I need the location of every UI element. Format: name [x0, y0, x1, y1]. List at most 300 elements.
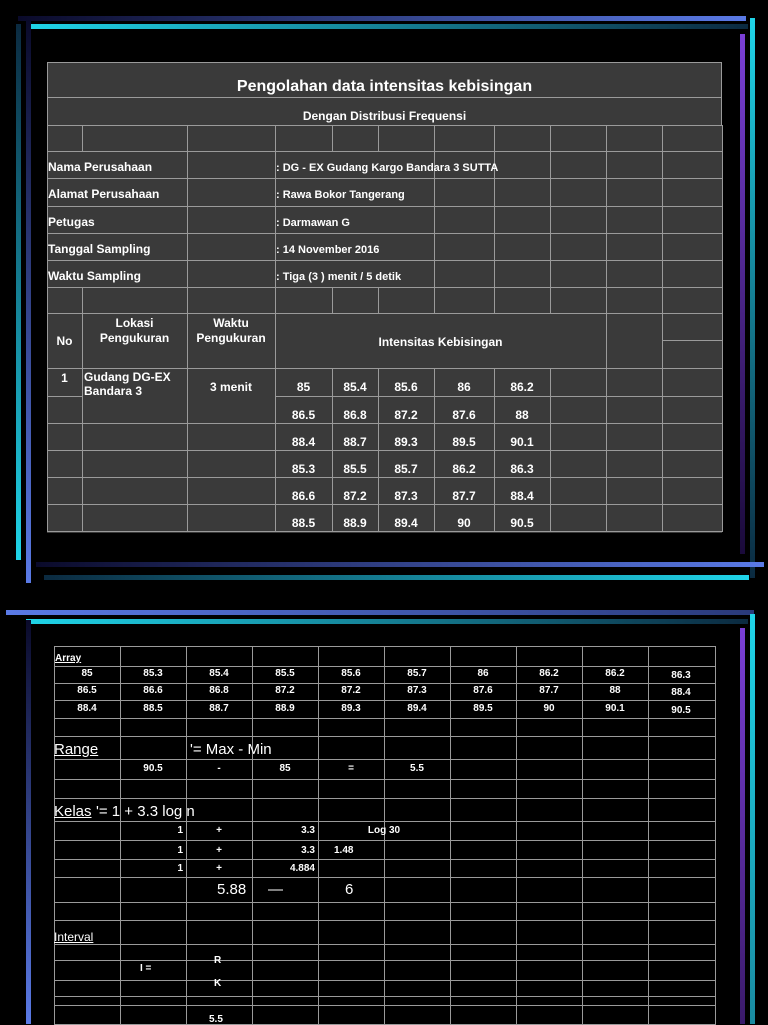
grid-cell [318, 798, 385, 822]
info-label: Tanggal Sampling [48, 242, 151, 256]
grid-cell [662, 504, 723, 532]
grid-cell [550, 178, 607, 207]
array-value: 86.6 [143, 685, 163, 696]
grid-cell [606, 206, 663, 234]
grid-cell [606, 178, 663, 207]
grid-cell [434, 260, 495, 288]
kelas-value: 4.884 [289, 863, 315, 874]
grid-cell [550, 423, 607, 451]
kelas-formula: '= 1 + 3.3 log n [96, 803, 195, 820]
intensity-value: 86.8 [343, 408, 367, 422]
grid-cell [648, 1005, 716, 1025]
range-result: 5.5 [410, 763, 424, 774]
array-value: 89.3 [341, 703, 361, 714]
grid-cell [606, 260, 663, 288]
intensity-value: 90.5 [510, 516, 534, 530]
header-lokasi: Lokasi [115, 316, 154, 330]
grid-cell [550, 396, 607, 424]
grid-cell [384, 920, 451, 945]
grid-cell [378, 125, 435, 152]
grid-cell [516, 779, 583, 799]
grid-cell [384, 1005, 451, 1025]
grid-cell [47, 423, 83, 451]
grid-cell [54, 779, 121, 799]
grid-cell [318, 736, 385, 760]
intensity-value: 87.6 [452, 408, 476, 422]
kelas-value: 1.48 [334, 845, 354, 856]
grid-cell [450, 798, 517, 822]
intensity-value: 85 [296, 380, 311, 394]
grid-cell [384, 840, 451, 860]
grid-cell [582, 1005, 649, 1025]
grid-cell [252, 718, 319, 737]
intensity-value: 88.5 [291, 516, 316, 530]
grid-cell [47, 287, 83, 314]
row-lokasi: Gudang DG-EX [84, 370, 171, 384]
array-value: 85.6 [341, 668, 361, 679]
grid-cell [384, 980, 451, 997]
grid-cell [582, 902, 649, 921]
grid-cell [662, 233, 723, 261]
grid-cell [662, 477, 723, 505]
grid-cell [54, 821, 121, 841]
grid-cell [662, 313, 723, 341]
grid-cell [120, 960, 187, 997]
intensity-value: 85.4 [343, 380, 367, 394]
grid-cell [582, 718, 649, 737]
grid-cell [252, 1005, 319, 1025]
noise-data-table [47, 62, 722, 533]
kelas-value: + [216, 863, 222, 874]
intensity-value: 89.5 [452, 435, 476, 449]
grid-cell [606, 423, 663, 451]
grid-cell [494, 260, 551, 288]
grid-cell [450, 980, 517, 997]
info-value: : Darmawan G [276, 217, 350, 229]
grid-cell [516, 859, 583, 878]
intensity-value: 88.4 [510, 489, 534, 503]
array-value: 86 [477, 668, 489, 679]
grid-cell [582, 840, 649, 860]
interval-r: R [214, 955, 222, 966]
kelas-rounded: 6 [345, 881, 354, 898]
grid-cell [47, 504, 83, 532]
grid-cell [494, 206, 551, 234]
grid-cell [582, 960, 649, 981]
grid-cell [648, 759, 716, 780]
intensity-value: 85.3 [291, 462, 316, 476]
range-min: 85 [279, 763, 291, 774]
array-value: 85.4 [209, 668, 229, 679]
grid-cell [494, 178, 551, 207]
page-title: Pengolahan data intensitas kebisingan [236, 78, 533, 95]
grid-cell [516, 877, 583, 903]
array-value: 85.5 [275, 668, 295, 679]
grid-cell [384, 779, 451, 799]
grid-cell [252, 980, 319, 997]
range-eq: = [348, 763, 354, 774]
grid-cell [606, 477, 663, 505]
row-no: 1 [61, 371, 68, 385]
grid-cell [47, 396, 83, 424]
array-label: Array [55, 653, 82, 664]
grid-cell [120, 718, 187, 737]
grid-cell [187, 368, 276, 424]
grid-cell [384, 859, 451, 878]
grid-cell [54, 980, 121, 997]
header-waktu: Pengukuran [196, 331, 266, 345]
grid-cell [648, 736, 716, 760]
grid-cell [47, 477, 83, 505]
info-value: : DG - EX Gudang Kargo Bandara 3 SUTTA [276, 162, 499, 174]
array-value: 89.5 [473, 703, 493, 714]
grid-cell [82, 125, 188, 152]
grid-cell [120, 1005, 187, 1025]
row-waktu: 3 menit [209, 380, 252, 394]
interval-value: 5.5 [209, 1014, 223, 1025]
grid-cell [582, 798, 649, 822]
frequency-calc-table [54, 646, 715, 1024]
grid-cell [252, 877, 319, 903]
info-label: Petugas [48, 215, 95, 229]
grid-cell [120, 646, 187, 667]
grid-cell [450, 902, 517, 921]
array-value: 86.5 [77, 685, 97, 696]
kelas-value: Log 30 [367, 825, 401, 836]
grid-cell [516, 920, 583, 945]
grid-cell [662, 260, 723, 288]
grid-cell [186, 902, 253, 921]
grid-cell [606, 313, 663, 369]
grid-cell [318, 646, 385, 667]
grid-cell [582, 736, 649, 760]
s2-right-bar-cyan [750, 614, 755, 1024]
grid-cell [252, 779, 319, 799]
grid-cell [54, 960, 121, 981]
grid-cell [606, 504, 663, 532]
grid-cell [384, 718, 451, 737]
grid-cell [516, 736, 583, 760]
s2-left-bar-blue [26, 620, 31, 1024]
intensity-value: 87.7 [452, 489, 476, 503]
array-value: 87.7 [539, 685, 559, 696]
kelas-value: 1 [177, 845, 183, 856]
grid-cell [450, 944, 517, 961]
grid-cell [187, 260, 276, 288]
info-label: Nama Perusahaan [48, 160, 153, 174]
left-bar-blue [26, 20, 31, 583]
grid-cell [662, 206, 723, 234]
array-value: 90 [543, 703, 555, 714]
grid-cell [186, 798, 253, 822]
array-value: 88.4 [77, 703, 97, 714]
grid-cell [187, 233, 276, 261]
grid-cell [120, 902, 187, 921]
grid-cell [582, 779, 649, 799]
grid-cell [662, 423, 723, 451]
grid-cell [120, 944, 187, 961]
grid-cell [318, 718, 385, 737]
grid-cell [120, 779, 187, 799]
intensity-value: 86.6 [291, 489, 316, 503]
grid-cell [494, 151, 551, 179]
grid-cell [494, 125, 551, 152]
intensity-value: 86.2 [452, 462, 476, 476]
grid-cell [494, 233, 551, 261]
intensity-value: 87.2 [343, 489, 367, 503]
array-value: 90.1 [605, 703, 625, 714]
grid-cell [318, 944, 385, 961]
left-bar-cyan [16, 24, 21, 560]
header-no: No [56, 334, 73, 348]
grid-cell [252, 646, 319, 667]
kelas-value: + [216, 845, 222, 856]
grid-cell [450, 960, 517, 981]
grid-cell [47, 450, 83, 478]
grid-cell [47, 125, 83, 152]
intensity-value: 88.9 [343, 516, 367, 530]
intensity-value: 88.7 [343, 435, 367, 449]
grid-cell [648, 646, 716, 667]
array-value: 89.4 [407, 703, 427, 714]
grid-cell [186, 718, 253, 737]
grid-cell [187, 477, 276, 505]
grid-cell [318, 902, 385, 921]
grid-cell [187, 125, 276, 152]
intensity-value: 87.3 [394, 489, 418, 503]
grid-cell [434, 125, 495, 152]
grid-cell [187, 504, 276, 532]
array-value: 87.2 [341, 685, 361, 696]
kelas-approx: — [268, 881, 283, 898]
grid-cell [516, 821, 583, 841]
range-label: Range [54, 741, 99, 758]
grid-cell [187, 151, 276, 179]
header-waktu: Waktu [213, 316, 249, 330]
intensity-value: 85.5 [343, 462, 367, 476]
array-value: 87.2 [275, 685, 295, 696]
grid-cell [54, 840, 121, 860]
grid-cell [648, 902, 716, 921]
grid-cell [82, 287, 188, 314]
s2-right-bar-purple [740, 628, 745, 1024]
grid-cell [450, 779, 517, 799]
grid-cell [252, 960, 319, 981]
right-bar-cyan [750, 18, 755, 578]
intensity-value: 87.2 [394, 408, 418, 422]
grid-cell [187, 450, 276, 478]
grid-cell [662, 450, 723, 478]
grid-cell [450, 759, 517, 780]
header-intensitas: Intensitas Kebisingan [378, 335, 503, 349]
grid-cell [450, 736, 517, 760]
grid-cell [384, 877, 451, 903]
grid-cell [648, 944, 716, 961]
grid-cell [434, 233, 495, 261]
intensity-value: 86.3 [510, 462, 534, 476]
grid-cell [450, 718, 517, 737]
intensity-value: 89.3 [394, 435, 418, 449]
intensity-value: 85.6 [394, 380, 418, 394]
grid-cell [187, 206, 276, 234]
grid-cell [434, 206, 495, 234]
grid-cell [550, 233, 607, 261]
row-lokasi: Bandara 3 [84, 384, 143, 398]
array-value: 85.3 [143, 668, 163, 679]
grid-cell [606, 125, 663, 152]
grid-cell [318, 859, 385, 878]
info-label: Alamat Perusahaan [48, 187, 160, 201]
grid-cell [648, 877, 716, 903]
grid-cell [187, 287, 276, 314]
array-value: 86.2 [605, 668, 625, 679]
grid-cell [275, 287, 333, 314]
grid-cell [54, 718, 121, 737]
grid-cell [648, 798, 716, 822]
grid-cell [516, 718, 583, 737]
grid-cell [516, 1005, 583, 1025]
grid-cell [82, 423, 188, 451]
kelas-value: 1 [177, 825, 183, 836]
array-value: 88.9 [275, 703, 295, 714]
intensity-value: 88 [515, 408, 529, 422]
intensity-value: 86.5 [291, 408, 316, 422]
grid-cell [516, 646, 583, 667]
grid-cell [582, 859, 649, 878]
interval-k: K [214, 978, 222, 989]
intensity-value: 90 [457, 516, 471, 530]
grid-cell [516, 960, 583, 981]
grid-cell [648, 859, 716, 878]
grid-cell [550, 450, 607, 478]
grid-cell [187, 423, 276, 451]
info-label: Waktu Sampling [48, 269, 141, 283]
bottom-bar-blue [36, 562, 764, 567]
grid-cell [550, 206, 607, 234]
grid-cell [606, 287, 663, 314]
grid-cell [450, 821, 517, 841]
grid-cell [384, 646, 451, 667]
grid-cell [54, 944, 121, 961]
grid-cell [54, 877, 121, 903]
grid-cell [384, 944, 451, 961]
grid-cell [384, 736, 451, 760]
bottom-bar-cyan [44, 575, 749, 580]
array-value: 87.6 [473, 685, 493, 696]
grid-cell [450, 646, 517, 667]
subtitle: Dengan Distribusi Frequensi [302, 109, 467, 123]
grid-cell [378, 287, 435, 314]
grid-cell [186, 920, 253, 945]
grid-cell [82, 504, 188, 532]
grid-cell [606, 368, 663, 397]
array-value: 88.4 [671, 687, 691, 698]
grid-cell [648, 840, 716, 860]
grid-cell [384, 960, 451, 981]
grid-cell [186, 779, 253, 799]
grid-cell [252, 920, 319, 945]
grid-cell [187, 178, 276, 207]
grid-cell [516, 759, 583, 780]
top-bar-cyan [28, 24, 748, 29]
top-bar-blue [18, 16, 746, 21]
kelas-value: 3.3 [301, 825, 315, 836]
grid-cell [550, 125, 607, 152]
grid-cell [582, 877, 649, 903]
grid-cell [582, 920, 649, 945]
grid-cell [550, 260, 607, 288]
grid-cell [606, 233, 663, 261]
grid-cell [516, 798, 583, 822]
kelas-value: + [216, 825, 222, 836]
grid-cell [275, 125, 333, 152]
array-value: 88.7 [209, 703, 229, 714]
grid-cell [550, 504, 607, 532]
s2-top-bar-blue [6, 610, 754, 615]
grid-cell [54, 1005, 121, 1025]
intensity-value: 90.1 [510, 435, 534, 449]
grid-cell [318, 960, 385, 981]
grid-cell [54, 759, 121, 780]
grid-cell [186, 646, 253, 667]
grid-cell [120, 877, 187, 903]
grid-cell [582, 646, 649, 667]
interval-eq: I = [140, 963, 152, 974]
grid-cell [606, 151, 663, 179]
array-value: 86.2 [539, 668, 559, 679]
intensity-value: 86 [457, 380, 471, 394]
grid-cell [318, 1005, 385, 1025]
grid-cell [582, 980, 649, 997]
grid-cell [662, 340, 723, 369]
array-value: 86.3 [671, 670, 691, 681]
grid-cell [662, 178, 723, 207]
array-value: 90.5 [671, 705, 691, 716]
interval-label: Interval [54, 930, 94, 944]
grid-cell [434, 287, 495, 314]
grid-cell [606, 396, 663, 424]
grid-cell [516, 902, 583, 921]
range-formula: '= Max - Min [190, 741, 272, 758]
array-value: 85 [81, 668, 93, 679]
s2-top-bar-cyan [26, 619, 748, 624]
array-value: 88.5 [143, 703, 163, 714]
grid-cell [648, 960, 716, 981]
grid-cell [550, 151, 607, 179]
info-value: : Rawa Bokor Tangerang [276, 189, 405, 201]
intensity-value: 86.2 [510, 380, 534, 394]
grid-cell [384, 902, 451, 921]
array-value: 85.7 [407, 668, 427, 679]
header-lokasi: Pengukuran [99, 331, 170, 345]
array-value: 88 [609, 685, 621, 696]
grid-cell [662, 396, 723, 424]
grid-cell [662, 151, 723, 179]
grid-cell [332, 125, 379, 152]
grid-cell [582, 821, 649, 841]
grid-cell [662, 125, 723, 152]
grid-cell [332, 287, 379, 314]
grid-cell [318, 779, 385, 799]
grid-cell [450, 1005, 517, 1025]
kelas-value: 3.3 [301, 845, 315, 856]
grid-cell [450, 877, 517, 903]
grid-cell [318, 920, 385, 945]
range-minus: - [217, 763, 221, 774]
grid-cell [252, 798, 319, 822]
grid-cell [494, 287, 551, 314]
grid-cell [434, 178, 495, 207]
